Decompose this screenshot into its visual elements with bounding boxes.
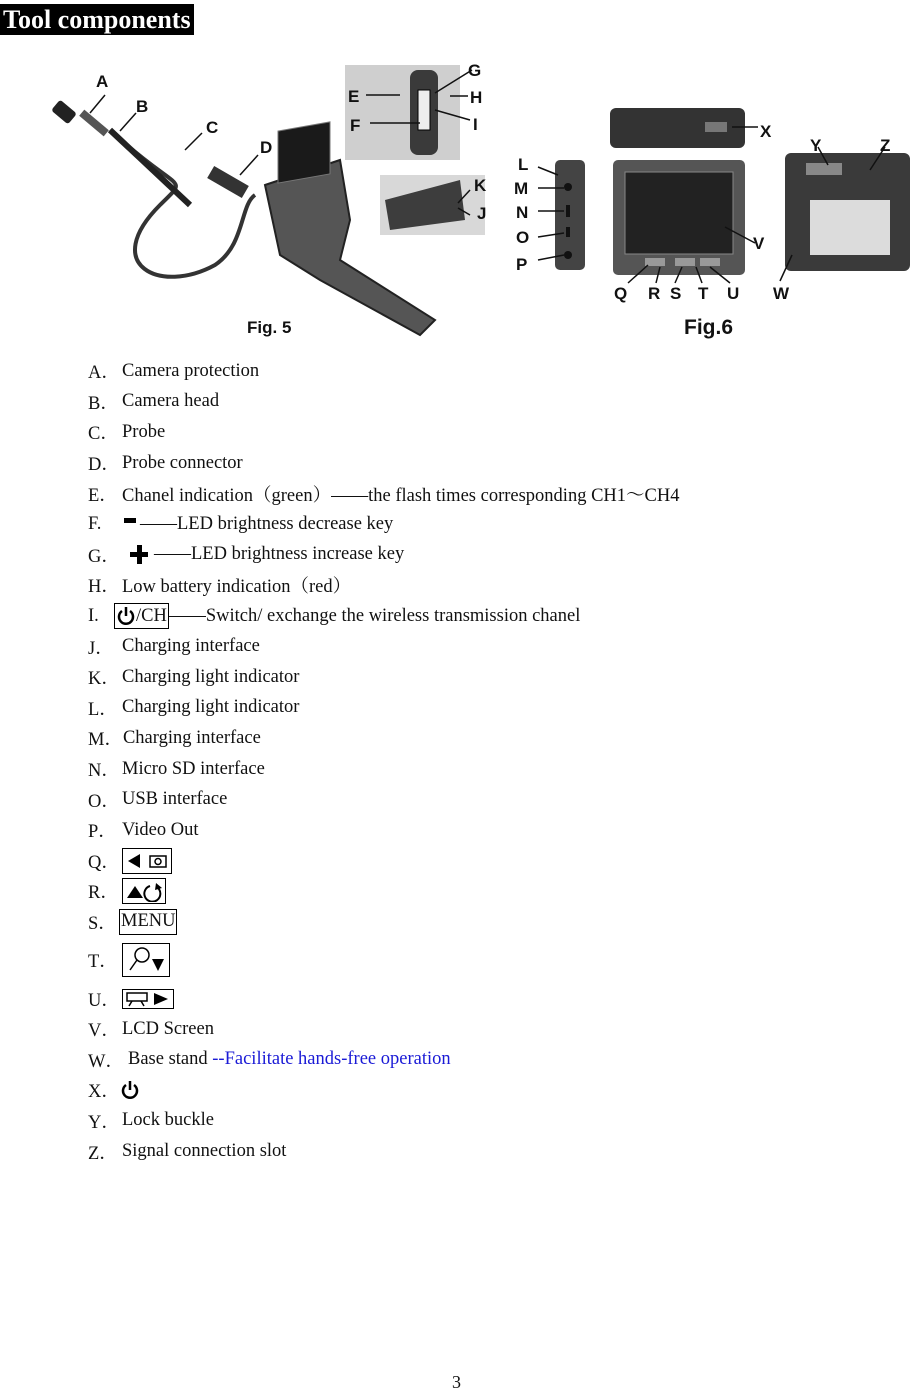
camera-protection [51,100,77,125]
fig6-letter-q: Q [614,284,628,303]
legend-item [88,907,888,938]
legend-key: O． [88,791,120,812]
legend-item [88,1136,888,1167]
fig5-letter-g: G [468,61,482,80]
legend-item [88,387,888,418]
legend-text: ——LED brightness decrease key [140,513,394,534]
legend-item [88,356,888,387]
fig6-letter-u: U [727,284,740,303]
fig5-letter-d: D [260,138,273,157]
legend-text: USB interface [122,789,228,810]
power-icon [120,1079,142,1101]
fig6-letter-z: Z [880,136,891,155]
legend-key: S． [88,913,117,934]
legend-item [88,723,888,754]
plus-icon [128,544,154,566]
legend-item [88,417,888,448]
legend-key: K． [88,669,120,690]
power-ch-label: /CH [136,605,167,626]
fig5-letter-j: J [477,204,487,223]
fig5-letter-h: H [470,88,483,107]
minus-icon [122,517,140,531]
up-rotate-key [122,878,166,904]
legend-key: X． [88,1082,120,1103]
menu-key: MENU [119,909,177,935]
fig5-letter-e: E [348,87,360,106]
probe-connector [207,166,249,198]
legend-text: Signal connection slot [122,1141,287,1162]
camera-head [79,110,109,137]
video-play-key [122,989,174,1009]
legend-text: Probe [122,421,166,442]
legend-item [88,448,888,479]
legend-text: Charging light indicator [122,697,300,718]
legend-item [88,876,888,907]
legend-key: A． [88,363,120,384]
fig5-letter-f: F [350,116,361,135]
legend-key: H． [88,577,120,598]
legend-item [88,1044,888,1075]
legend-item [88,754,888,785]
device-screen [278,122,330,183]
legend-key: L． [88,699,118,720]
legend-text: Chanel indication（green）——the flash times corresponding CH1～CH4 [122,485,680,506]
legend-text: Camera head [122,391,220,412]
fig5-letter-b: B [136,97,149,116]
fig6-letter-y: Y [810,136,822,155]
legend-item [88,815,888,846]
zoom-down-key [122,943,170,977]
legend-item [88,509,888,540]
legend-key: Q． [88,852,120,873]
left-camera-icon [124,852,170,870]
legend-item [88,983,888,1014]
fig5-letter-k: K [474,176,487,195]
legend-key: E． [88,485,118,506]
legend-key: V． [88,1021,120,1042]
legend-item [88,937,888,983]
legend-key: B． [88,393,119,414]
legend-text: Lock buckle [122,1110,214,1131]
legend-item [88,601,888,632]
section-heading: Tool components [0,4,194,35]
legend-key: P． [88,822,117,843]
up-rotate-icon [124,880,164,902]
legend-key: T． [88,952,118,973]
legend-text: Charging interface [122,636,260,657]
legend-key: R． [88,883,119,904]
component-legend [88,356,888,1167]
fig6-letter-v: V [753,234,765,253]
legend-note: --Facilitate hands-free operation [212,1049,451,1070]
legend-text: Low battery indication（red） [122,577,352,598]
legend-item [88,631,888,662]
fig6-letter-o: O [516,228,530,247]
legend-item [88,1014,888,1045]
legend-text: Base stand [128,1049,213,1070]
fig6-letter-m: M [514,179,529,198]
page-number: 3 [452,1372,461,1392]
legend-item [88,693,888,724]
fig5-caption: Fig. 5 [247,318,292,337]
fig6-letter-x: X [760,122,772,141]
legend-key: N． [88,761,120,782]
fig6-letter-r: R [648,284,661,303]
legend-key: F. [88,513,102,534]
lcd-screen [625,172,733,254]
legend-item [88,1075,888,1106]
legend-key: W． [88,1051,124,1072]
video-play-icon [124,991,172,1007]
power-ch-key [114,603,169,629]
legend-text: ——Switch/ exchange the wireless transmission chanel [168,605,581,626]
legend-item [88,846,888,877]
fig6-letter-n: N [516,203,529,222]
legend-key: M． [88,730,123,751]
legend-item [88,570,888,601]
legend-item [88,540,888,571]
legend-text: Probe connector [122,452,243,473]
legend-text: Micro SD interface [122,758,265,779]
legend-item [88,1106,888,1137]
legend-item [88,478,888,509]
legend-key: I. [88,605,99,626]
legend-key: C． [88,424,119,445]
legend-key: U． [88,990,120,1011]
legend-key: D． [88,455,120,476]
power-icon [116,605,136,627]
legend-text: ——LED brightness increase key [154,544,405,565]
legend-text: Charging light indicator [122,666,300,687]
figure-5 [40,55,500,345]
legend-item [88,784,888,815]
fig5-letter-c: C [206,118,219,137]
legend-key: Z． [88,1143,118,1164]
legend-key: G． [88,546,120,567]
figure-6 [510,55,910,345]
fig6-caption: Fig.6 [684,316,734,339]
fig6-letter-s: S [670,284,682,303]
fig6-letter-p: P [516,255,528,274]
left-camera-key [122,848,172,874]
fig6-letter-t: T [698,284,709,303]
legend-text: Camera protection [122,360,260,381]
zoom-down-icon [124,945,168,975]
fig5-letter-i: I [473,115,478,134]
legend-text: Charging interface [122,727,261,748]
legend-text: Video Out [122,819,199,840]
legend-text: LCD Screen [122,1018,214,1039]
legend-key: J． [88,638,114,659]
fig5-letter-a: A [96,72,109,91]
fig6-letter-w: W [773,284,790,303]
legend-item [88,662,888,693]
legend-key: Y． [88,1112,120,1133]
fig6-letter-l: L [518,155,529,174]
